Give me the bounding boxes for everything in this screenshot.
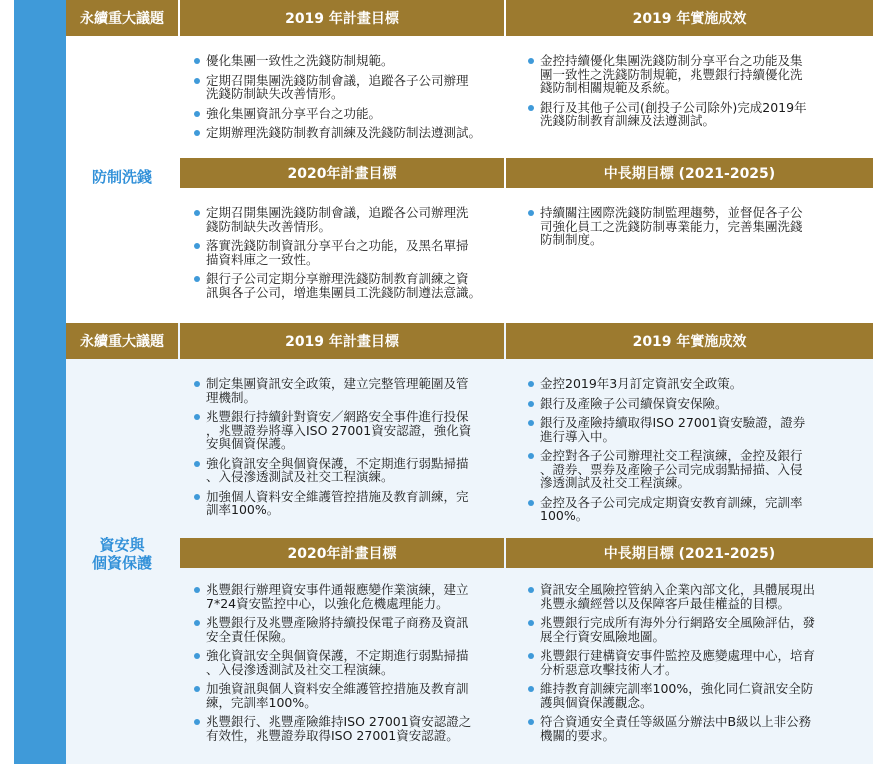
list-item: 兆豐銀行辦理資安事件通報應變作業演練，建立 7*24資安監控中心，以強化危機處理能力。 — [193, 583, 503, 610]
list-item: 兆豐銀行、兆豐產險維持ISO 27001資安認證之 有效性，兆豐證券取得ISO 27001資安認證。 — [193, 715, 503, 742]
list-plan-2019 — [193, 54, 503, 146]
list-long-term — [527, 206, 867, 253]
left-accent-strip — [14, 0, 66, 764]
list-long-term — [527, 583, 867, 748]
list-item: 資訊安全風險控管納入企業內部文化，具體展現出 兆豐永續經營以及保障客戶最佳權益的目標。 — [527, 583, 867, 610]
list-item: 兆豐銀行建構資安事件監控及應變處理中心，培育 分析惡意攻擊技術人才。 — [527, 649, 867, 676]
topic-label-aml: 防制洗錢 — [91, 168, 152, 186]
section-infosec — [66, 323, 873, 764]
list-result-2019 — [527, 377, 867, 529]
list-plan-2020 — [193, 206, 503, 305]
list-item: 定期辦理洗錢防制教育訓練及洗錢防制法遵測試。 — [193, 126, 503, 140]
list-item: 銀行及產險子公司續保資安保險。 — [527, 397, 867, 411]
list-item: 定期召開集團洗錢防制會議，追蹤各子公司辦理 洗錢防制缺失改善情形。 — [193, 74, 503, 101]
list-item: 優化集團一致性之洗錢防制規範。 — [193, 54, 503, 68]
list-plan-2020 — [193, 583, 503, 748]
list-item: 符合資通安全責任等級區分辦法中B級以上非公務 機關的要求。 — [527, 715, 867, 742]
header-plan-2019: 2019 年計畫目標 — [180, 0, 504, 36]
list-item: 持續關注國際洗錢防制監理趨勢，並督促各子公 司強化員工之洗錢防制專業能力，完善集團洗錢 防制制度。 — [527, 206, 867, 247]
section-aml — [66, 0, 873, 314]
list-item: 強化資訊安全與個資保護，不定期進行弱點掃描 、入侵滲透測試及社交工程演練。 — [193, 457, 503, 484]
header-topic: 永續重大議題 — [66, 0, 178, 36]
list-item: 金控及各子公司完成定期資安教育訓練，完訓率 100%。 — [527, 496, 867, 523]
list-item: 金控對各子公司辦理社交工程演練，金控及銀行 、證券、票券及產險子公司完成弱點掃描、入侵 滲透測試及社交工程演練。 — [527, 449, 867, 490]
list-item: 銀行及產險持續取得ISO 27001資安驗證，證券 進行導入中。 — [527, 416, 867, 443]
header-long-term: 中長期目標 (2021-2025) — [506, 158, 873, 188]
list-item: 落實洗錢防制資訊分享平台之功能，及黑名單掃 描資料庫之一致性。 — [193, 239, 503, 266]
list-item: 加強個人資料安全維護管控措施及教育訓練，完 訓率100%。 — [193, 490, 503, 517]
topic-label-infosec: 資安與 個資保護 — [91, 536, 152, 572]
list-item: 維持教育訓練完訓率100%，強化同仁資訊安全防 護與個資保護觀念。 — [527, 682, 867, 709]
header-plan-2019: 2019 年計畫目標 — [180, 323, 504, 359]
header-result-2019: 2019 年實施成效 — [506, 0, 873, 36]
list-plan-2019 — [193, 377, 503, 523]
list-item: 銀行子公司定期分享辦理洗錢防制教育訓練之資 訊與各子公司，增進集團員工洗錢防制遵法意識。 — [193, 272, 503, 299]
list-item: 金控持續優化集團洗錢防制分享平台之功能及集 團一致性之洗錢防制規範，兆豐銀行持續優化洗 錢防制相關規範及系統。 — [527, 54, 867, 95]
list-item: 兆豐銀行持續針對資安／網路安全事件進行投保 ，兆豐證券將導入ISO 27001資安認證，強化資 安與個資保護。 — [193, 410, 503, 451]
header-plan-2020: 2020年計畫目標 — [180, 158, 504, 188]
list-item: 制定集團資訊安全政策，建立完整管理範圍及管 理機制。 — [193, 377, 503, 404]
list-result-2019 — [527, 54, 867, 134]
list-item: 加強資訊與個人資料安全維護管控措施及教育訓 練，完訓率100%。 — [193, 682, 503, 709]
list-item: 定期召開集團洗錢防制會議，追蹤各公司辦理洗 錢防制缺失改善情形。 — [193, 206, 503, 233]
list-item: 兆豐銀行完成所有海外分行網路安全風險評估，發 展全行資安風險地圖。 — [527, 616, 867, 643]
list-item: 兆豐銀行及兆豐產險將持續投保電子商務及資訊 安全責任保險。 — [193, 616, 503, 643]
list-item: 銀行及其他子公司(創投子公司除外)完成2019年 洗錢防制教育訓練及法遵測試。 — [527, 101, 867, 128]
header-long-term: 中長期目標 (2021-2025) — [506, 538, 873, 568]
list-item: 強化資訊安全與個資保護，不定期進行弱點掃描 、入侵滲透測試及社交工程演練。 — [193, 649, 503, 676]
header-result-2019: 2019 年實施成效 — [506, 323, 873, 359]
list-item: 強化集團資訊分享平台之功能。 — [193, 107, 503, 121]
list-item: 金控2019年3月訂定資訊安全政策。 — [527, 377, 867, 391]
header-plan-2020: 2020年計畫目標 — [180, 538, 504, 568]
header-topic: 永續重大議題 — [66, 323, 178, 359]
